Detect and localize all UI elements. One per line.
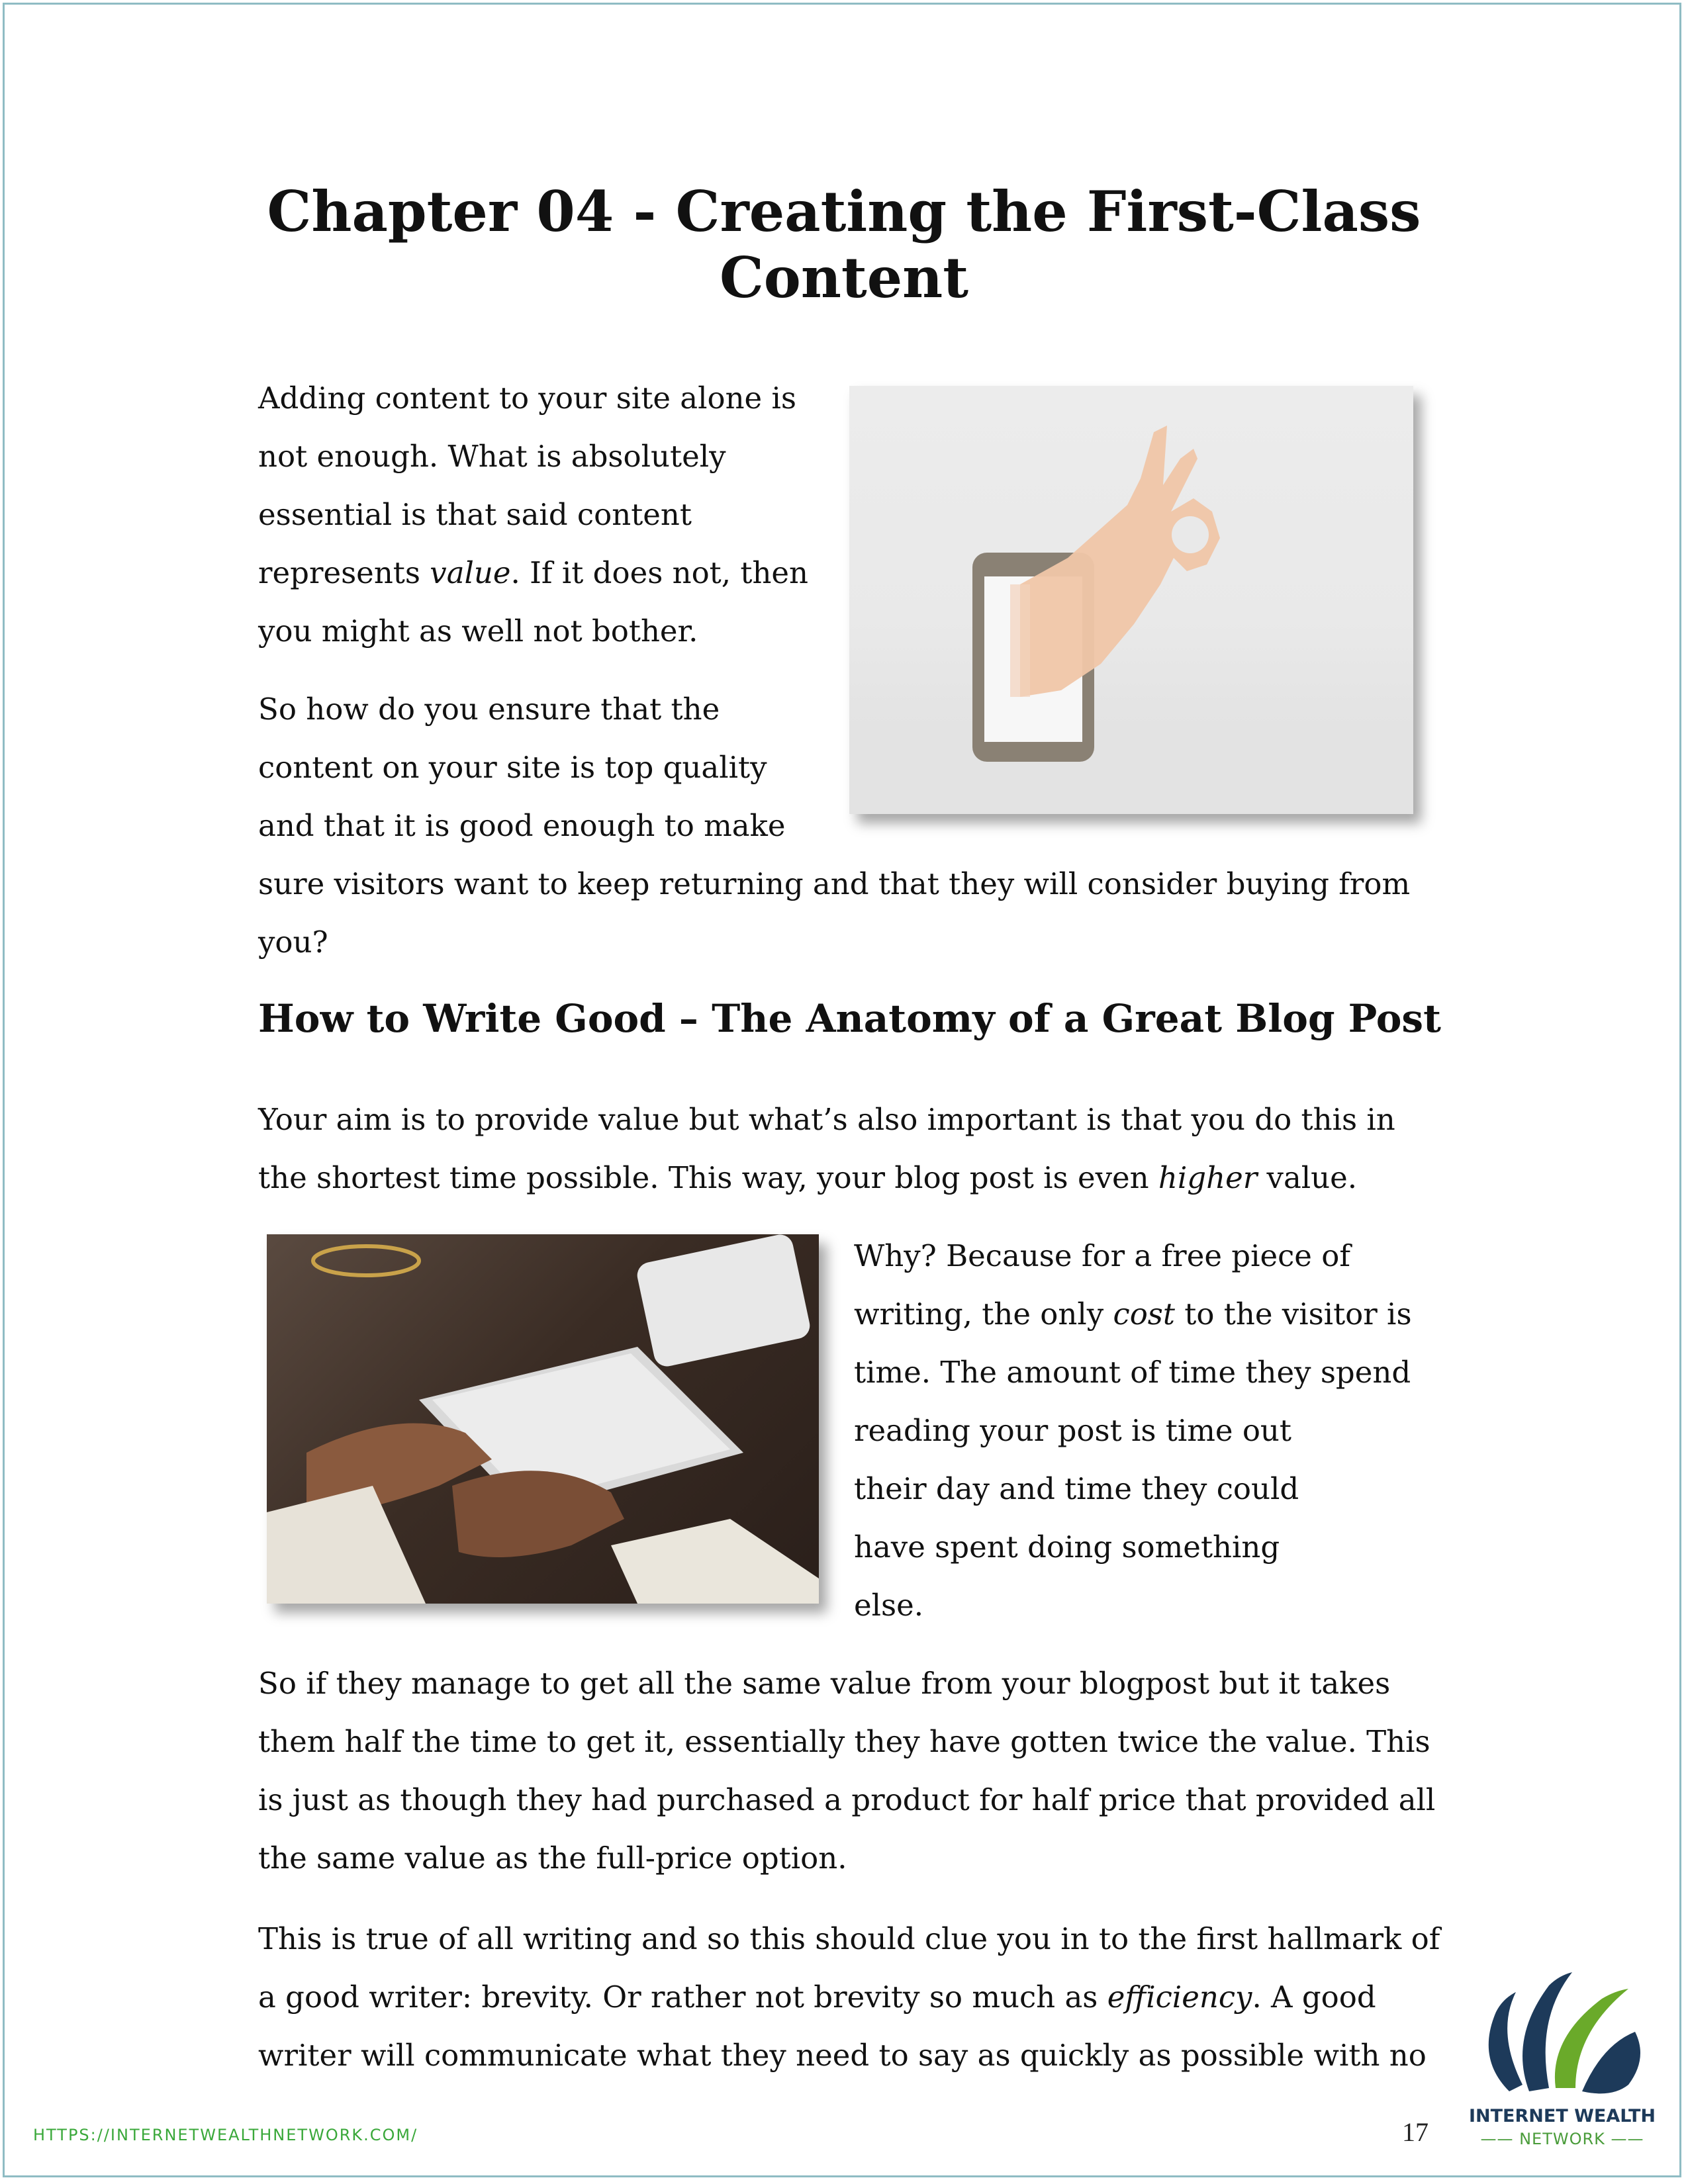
text-line: essential is that said content [258,497,692,532]
emphasis: value [430,555,511,590]
text-line: sure visitors want to keep returning and that they will consider buying from [258,866,1411,901]
intro-paragraph [258,369,808,660]
section-heading: How to Write Good – The Anatomy of a Great Blog Post [258,996,1441,1041]
text-line: time. The amount of time they spend [854,1355,1411,1390]
text-line: not enough. What is absolutely [258,439,726,474]
page-number: 17 [1402,2117,1429,2147]
text-line: So how do you ensure that the [258,692,720,727]
text-line: else. [854,1588,924,1623]
emphasis: higher [1158,1160,1258,1195]
internet-wealth-network-logo [1450,1959,1675,2158]
chapter-title [0,179,1688,311]
text-line: Your aim is to provide value but what’s also important is that you do this in [258,1102,1395,1137]
text-line: content on your site is top quality [258,750,767,785]
text-line: you might as well not bother. [258,614,698,649]
text-line: their day and time they could [854,1471,1299,1506]
text-line: value. [1257,1160,1358,1195]
text-line: them half the time to get it, essentially they have gotten twice the value. This [258,1724,1430,1759]
emphasis: efficiency [1107,1979,1252,2015]
half-time-paragraph [258,1655,1435,1888]
text-line: This is true of all writing and so this should clue you in to the first hallmark of [258,1921,1440,1956]
text-line: you? [258,925,328,960]
text-line: have spent doing something [854,1529,1280,1565]
text-line: the same value as the full-price option. [258,1841,847,1876]
text-line: So if they manage to get all the same value from your blogpost but it takes [258,1666,1391,1701]
efficiency-paragraph [258,1910,1440,2085]
logo-text-line1: INTERNET WEALTH [1468,2106,1656,2126]
text-line: is just as though they had purchased a product for half price that provided all [258,1782,1436,1817]
logo-text-line2: —— NETWORK —— [1480,2130,1644,2148]
keyboard-illustration [267,1234,819,1604]
text-line: and that it is good enough to make [258,808,786,843]
keyboard-typing-photo [267,1234,819,1604]
text-line: reading your post is time out [854,1413,1291,1448]
chapter-title-line2: Content [719,245,969,310]
text-line: to the visitor is [1174,1297,1412,1332]
footer-url[interactable]: HTTPS://INTERNETWEALTHNETWORK.COM/ [33,2126,418,2144]
text-line: the shortest time possible. This way, your blog post is even [258,1160,1158,1195]
text-line: Why? Because for a free piece of [854,1238,1350,1273]
aim-paragraph [258,1091,1395,1207]
question-paragraph [258,680,1410,972]
text-line: a good writer: brevity. Or rather not brevity so much as [258,1979,1107,2015]
chapter-title-line1: Chapter 04 - Creating the First-Class [267,179,1421,244]
text-line: Adding content to your site alone is [258,381,796,416]
text-line: . If it does not, then [510,555,809,590]
text-line: writing, the only [854,1297,1113,1332]
emphasis: cost [1113,1297,1175,1332]
text-line: writer will communicate what they need to say as quickly as possible with no [258,2038,1427,2073]
text-line: . A good [1252,1979,1376,2015]
text-line: represents [258,555,430,590]
logo-mark-icon [1450,1959,1675,2105]
why-paragraph [854,1227,1412,1635]
